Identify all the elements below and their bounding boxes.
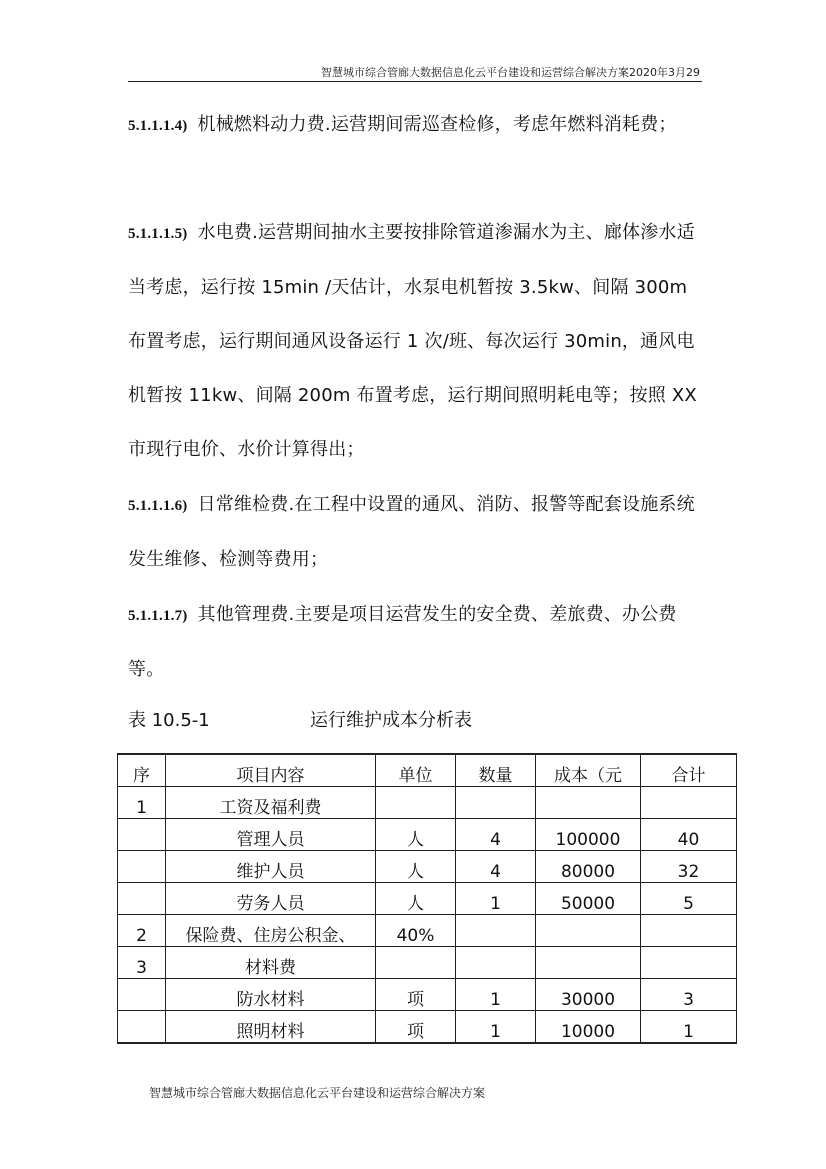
cell-quantity: 1 (456, 883, 536, 915)
table-row (118, 947, 737, 979)
cell-cost (536, 915, 641, 947)
cell-unit (376, 947, 456, 979)
cell-seq (118, 851, 166, 883)
cell-item: 材料费 (166, 947, 376, 979)
header-cell-seq: 序 (118, 754, 166, 787)
cell-quantity: 1 (456, 979, 536, 1011)
cell-unit: 人 (376, 819, 456, 851)
cell-quantity (456, 947, 536, 979)
cell-unit: 人 (376, 883, 456, 915)
table-title: 运行维护成本分析表 (310, 710, 472, 731)
cell-unit: 项 (376, 1011, 456, 1044)
cell-item: 照明材料 (166, 1011, 376, 1044)
paragraph-number: 5.1.1.1.7) (128, 608, 188, 624)
cell-item: 管理人员 (166, 819, 376, 851)
paragraph-text: 水电费.运营期间抽水主要按排除管道渗漏水为主、廊体渗水适当考虑，运行按 15min /天估计，水泵电机暂按 3.5kw、间隔 300m 布置考虑，运行期间通风设备运行 1 次/班、每次运行 30min，通风电机暂按 11kw、间隔 200m 布置考虑，运行期间照明耗电等；按照 XX 市现行电价、水价计算得出； (128, 222, 697, 460)
cell-seq: 3 (118, 947, 166, 979)
cell-quantity (456, 787, 536, 819)
paragraph-5-1-1-1-4 (128, 98, 708, 153)
cell-total: 5 (641, 883, 737, 915)
cell-item: 维护人员 (166, 851, 376, 883)
cell-seq (118, 1011, 166, 1044)
header-cell-total: 合计 (641, 754, 737, 787)
cell-cost: 10000 (536, 1011, 641, 1044)
cell-cost (536, 787, 641, 819)
cell-total: 40 (641, 819, 737, 851)
table-number: 表 10.5-1 (128, 710, 210, 731)
cell-total (641, 787, 737, 819)
table-row (118, 787, 737, 819)
page-footer: 智慧城市综合管廊大数据信息化云平台建设和运营综合解决方案 (149, 1086, 486, 1100)
cell-unit: 项 (376, 979, 456, 1011)
cell-item: 工资及福利费 (166, 787, 376, 819)
paragraph-number: 5.1.1.1.5) (128, 226, 188, 242)
cell-item: 防水材料 (166, 979, 376, 1011)
paragraph-number: 5.1.1.1.4) (128, 118, 188, 134)
table-row (118, 979, 737, 1011)
cell-cost: 100000 (536, 819, 641, 851)
cell-unit: 40% (376, 915, 456, 947)
paragraph-5-1-1-1-5 (128, 206, 708, 477)
table-row (118, 1011, 737, 1044)
cell-quantity: 4 (456, 851, 536, 883)
table-row (118, 851, 737, 883)
cell-seq (118, 979, 166, 1011)
cell-seq (118, 883, 166, 915)
cell-unit (376, 787, 456, 819)
cost-analysis-table (117, 753, 737, 1044)
paragraph-5-1-1-1-7 (128, 588, 708, 697)
table-header-row (118, 754, 737, 787)
cell-total: 3 (641, 979, 737, 1011)
paragraph-text: 日常维检费.在工程中设置的通风、消防、报警等配套设施系统发生维修、检测等费用； (128, 494, 695, 570)
cell-unit: 人 (376, 851, 456, 883)
cell-cost: 80000 (536, 851, 641, 883)
cell-quantity: 1 (456, 1011, 536, 1044)
cell-seq: 2 (118, 915, 166, 947)
cell-item: 保险费、住房公积金、 (166, 915, 376, 947)
paragraph-text: 机械燃料动力费.运营期间需巡查检修，考虑年燃料消耗费； (197, 114, 677, 135)
paragraph-text: 其他管理费.主要是项目运营发生的安全费、差旅费、办公费等。 (128, 604, 677, 680)
table-row (118, 819, 737, 851)
cell-total (641, 915, 737, 947)
table-caption (128, 708, 472, 734)
cell-total: 32 (641, 851, 737, 883)
table-row (118, 883, 737, 915)
cell-cost (536, 947, 641, 979)
running-header: 智慧城市综合管廊大数据信息化云平台建设和运营综合解决方案2020年3月29 (321, 66, 700, 79)
cell-item: 劳务人员 (166, 883, 376, 915)
cell-cost: 30000 (536, 979, 641, 1011)
cell-seq (118, 819, 166, 851)
cell-total (641, 947, 737, 979)
cell-quantity: 4 (456, 819, 536, 851)
table-row (118, 915, 737, 947)
header-cell-item: 项目内容 (166, 754, 376, 787)
cell-quantity (456, 915, 536, 947)
header-rule (128, 81, 702, 82)
header-cell-quantity: 数量 (456, 754, 536, 787)
cell-cost: 50000 (536, 883, 641, 915)
cell-seq: 1 (118, 787, 166, 819)
paragraph-number: 5.1.1.1.6) (128, 498, 188, 514)
paragraph-5-1-1-1-6 (128, 478, 708, 587)
header-cell-cost: 成本（元 (536, 754, 641, 787)
header-cell-unit: 单位 (376, 754, 456, 787)
cell-total: 1 (641, 1011, 737, 1044)
